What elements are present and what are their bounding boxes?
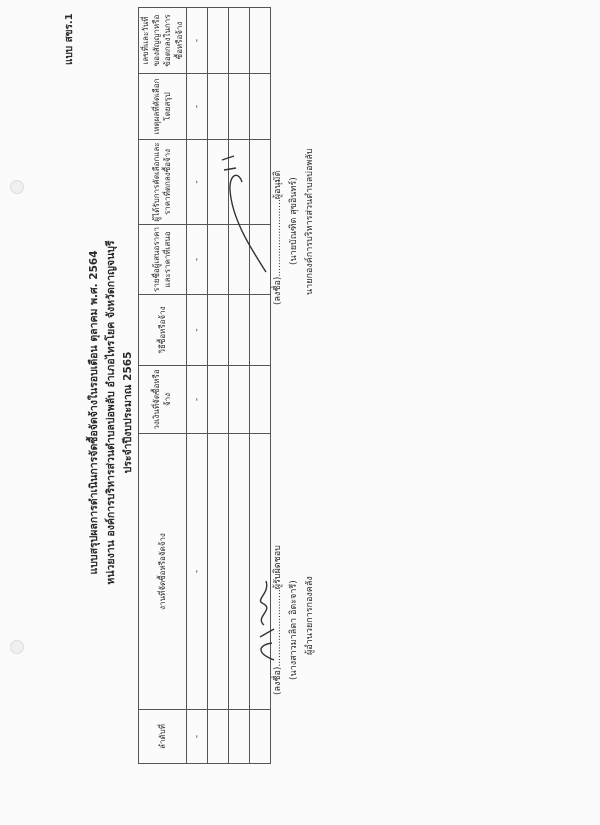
header-cell: ผู้ได้รับการคัดเลือกและราคาที่ตกลงซื้อจ้าง [139, 140, 187, 225]
table-cell [249, 710, 270, 764]
table-cell [249, 434, 270, 710]
table-cell [207, 710, 228, 764]
table-header-row [139, 8, 187, 764]
handwritten-signature-responsible [252, 575, 282, 665]
table-row [186, 8, 207, 764]
document-title: แบบสรุปผลการดำเนินการจัดซื้อจัดจ้างในรอบเดือน ตุลาคม พ.ศ. 2564 [88, 250, 100, 575]
table-cell [207, 366, 228, 434]
table-row [228, 8, 249, 764]
signer-position-responsible: ผู้อำนวยการกองคลัง [305, 576, 315, 655]
table-cell [228, 74, 249, 140]
table-cell [228, 710, 249, 764]
table-cell [207, 74, 228, 140]
signature-line-responsible: (ลงชื่อ)...........................ผู้รับผิดชอบ [273, 545, 283, 695]
header-cell: วงเงินที่จัดซื้อหรือจ้าง [139, 366, 187, 434]
procurement-table [138, 7, 271, 764]
table-cell [249, 8, 270, 74]
table-cell: - [186, 434, 207, 710]
table-cell [249, 366, 270, 434]
table-row [207, 8, 228, 764]
table-cell [207, 8, 228, 74]
table-cell: - [186, 710, 207, 764]
form-id: แบบ สขร.1 [64, 13, 75, 65]
header-cell: เหตุผลที่คัดเลือกโดยสรุป [139, 74, 187, 140]
table-cell [249, 295, 270, 366]
table-cell [207, 434, 228, 710]
table-cell: - [186, 295, 207, 366]
table-cell [207, 295, 228, 366]
header-cell: งานที่จัดซื้อหรือจัดจ้าง [139, 434, 187, 710]
table-cell: - [186, 366, 207, 434]
handwritten-signature-approver [212, 140, 272, 280]
fiscal-year-line: ประจำปีงบประมาณ 2565 [122, 351, 134, 474]
agency-line: หน่วยงาน องค์การบริหารส่วนตำบลบ่อพลับ อำเภอไทรโยค จังหวัดกาญจนบุรี [105, 240, 117, 585]
header-cell: เลขที่และวันที่ของสัญญาหรือข้อตกลงในการซื้อหรือจ้าง [139, 8, 187, 74]
table-cell [228, 8, 249, 74]
header-cell: รายชื่อผู้เสนอราคาและราคาที่เสนอ [139, 225, 187, 295]
signer-name-approver: (นายบัณฑิต สุขอินทร์) [289, 177, 299, 265]
table-cell: - [186, 140, 207, 225]
table-cell: - [186, 74, 207, 140]
table-cell: - [186, 8, 207, 74]
table-cell [228, 366, 249, 434]
table-cell [228, 434, 249, 710]
signer-position-approver: นายกองค์การบริหารส่วนตำบลบ่อพลับ [305, 148, 315, 295]
header-cell: ลำดับที่ [139, 710, 187, 764]
signer-name-responsible: (นางสาวมาลิดา อิตะจารี) [289, 580, 299, 680]
table-cell [228, 295, 249, 366]
header-cell: วิธีซื้อหรือจ้าง [139, 295, 187, 366]
table-cell [249, 74, 270, 140]
signature-line-approver: (ลงชื่อ)...........................ผู้อนุมัติ [273, 170, 283, 305]
table-cell: - [186, 225, 207, 295]
